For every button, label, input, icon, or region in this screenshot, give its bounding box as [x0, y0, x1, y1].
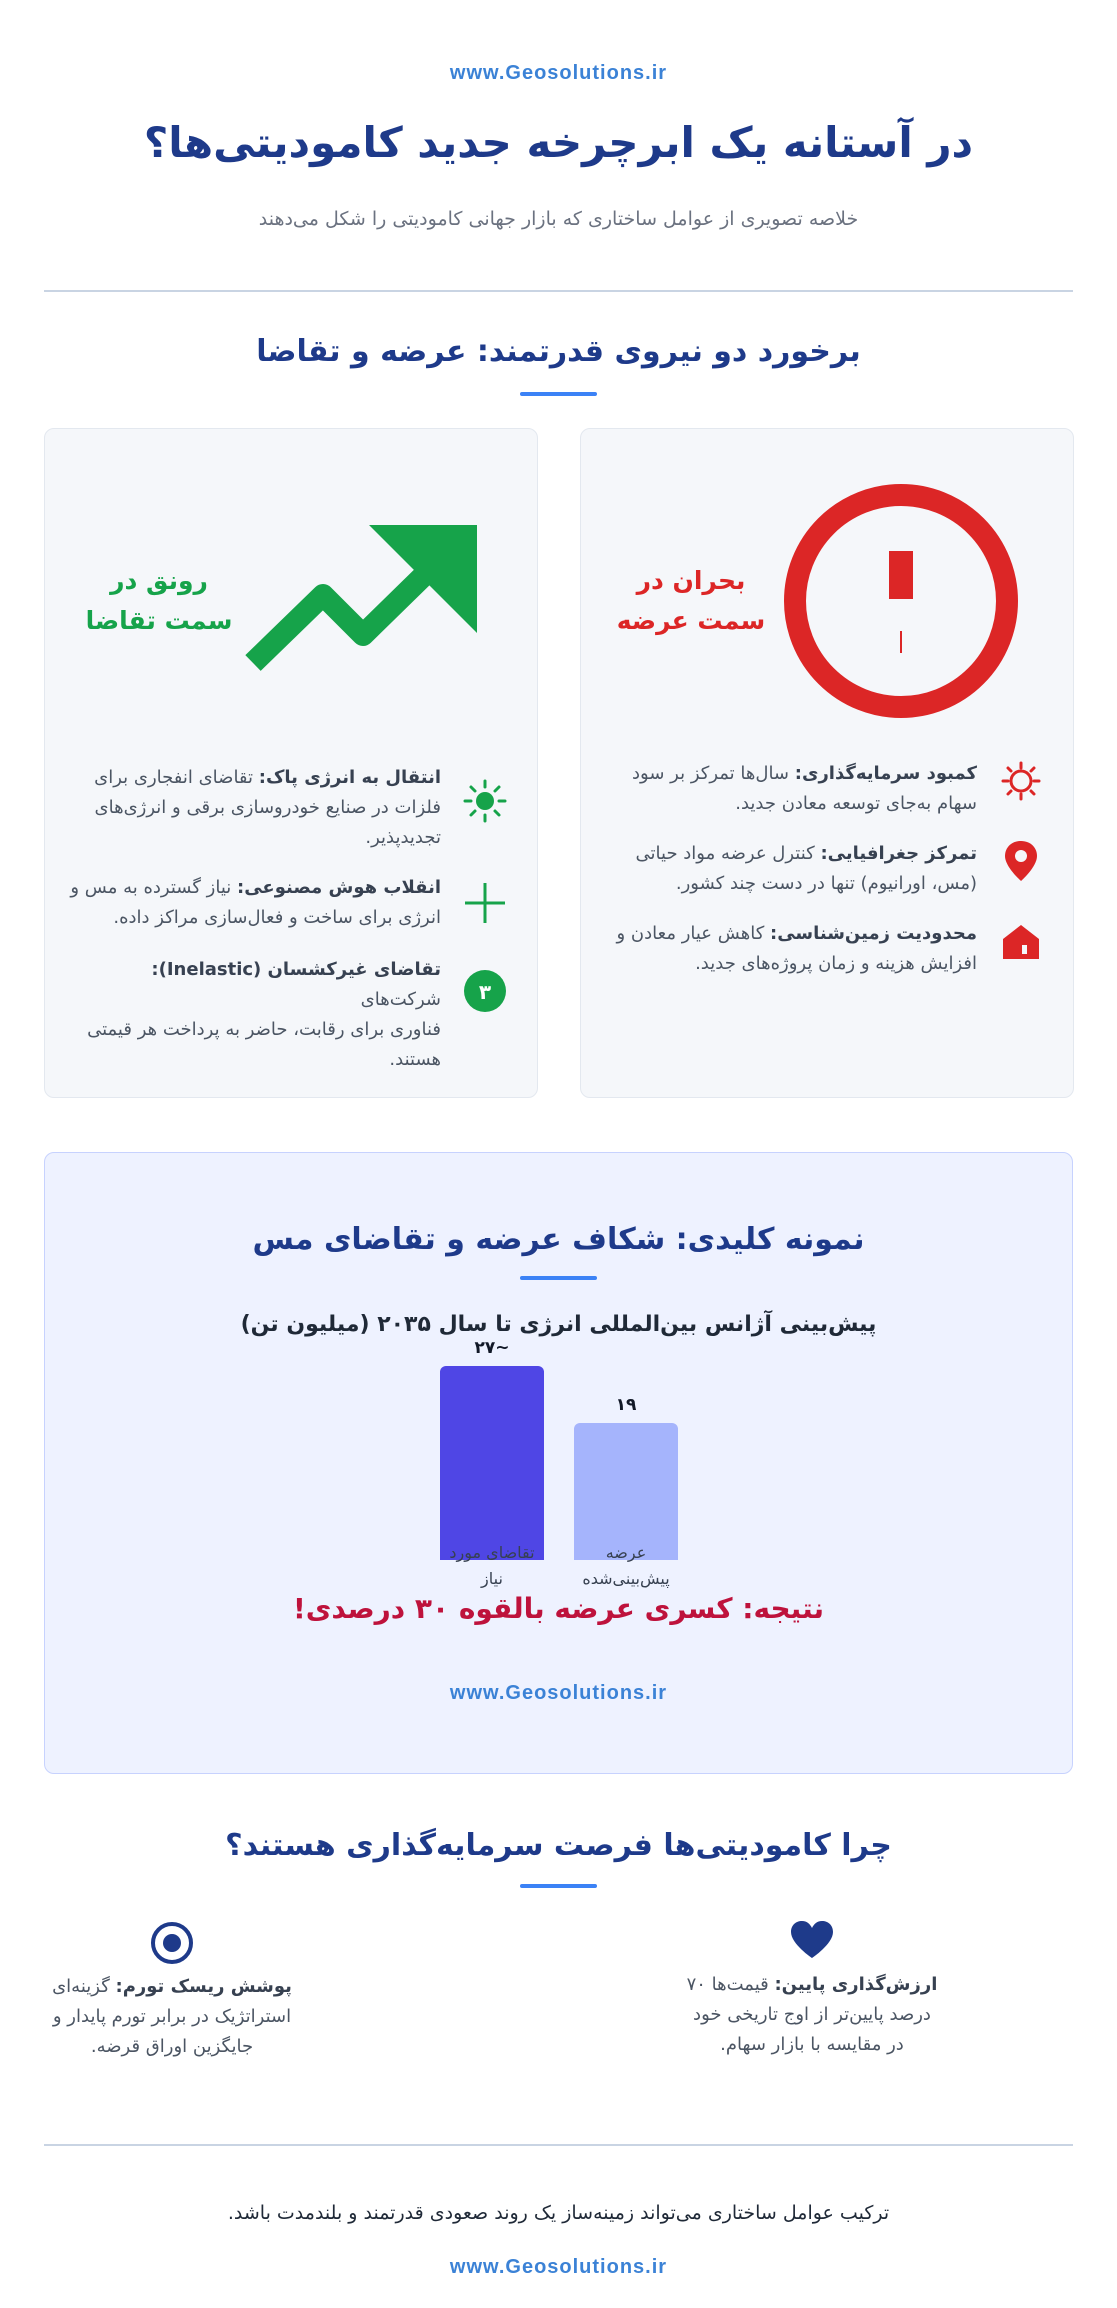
supply-card: [580, 428, 1074, 1098]
why-section-title: چرا کامودیتی‌ها فرصت سرمایه‌گذاری هستند؟: [225, 1828, 892, 1863]
warning-circle-icon: [781, 481, 1021, 721]
svg-text:۳: ۳: [478, 980, 492, 1004]
chart-title: پیش‌بینی آژانس بین‌المللی انرژی تا سال ۲۰۳۵ (میلیون تن): [240, 1312, 877, 1337]
forces-section-title: برخورد دو نیروی قدرتمند: عرضه و تقاضا: [256, 334, 861, 369]
trend-up-arrow-icon: [241, 525, 491, 675]
sun-gear-icon: [1001, 761, 1041, 801]
supply-item-geology: محدودیت زمین‌شناسی: کاهش عیار معادن و افزایش هزینه و زمان پروژه‌های جدید.: [603, 919, 1043, 979]
why-title-underline: [520, 1884, 597, 1888]
site-url-bottom[interactable]: www.Geosolutions.ir: [449, 2256, 668, 2278]
why-item-valuation: ارزش‌گذاری پایین: قیمت‌ها ۷۰ درصد پایین‌تر از اوج تاریخی خود در مقایسه با بازار سهام.: [682, 1920, 942, 2060]
demand-label: رونق در سمت تقاضا: [85, 566, 233, 635]
supply-label: بحران در سمت عرضه: [616, 566, 766, 635]
sun-icon: [463, 779, 507, 823]
site-url-middle[interactable]: www.Geosolutions.ir: [449, 1682, 668, 1704]
divider-bottom: [44, 2144, 1073, 2146]
divider-top: [44, 290, 1073, 292]
page-title: در آستانه یک ابرچرخه جدید کامودیتی‌ها؟: [143, 118, 974, 167]
supply-item-geography: تمرکز جغرافیایی: کنترل عرضه مواد حیاتی (مس، اورانیوم) تنها در دست چند کشور.: [603, 839, 1043, 899]
bar-category-demand: تقاضای مورد نیاز: [449, 1543, 535, 1588]
house-icon: [1000, 921, 1042, 961]
badge-icon: [463, 969, 507, 1013]
target-icon: [149, 1920, 195, 1966]
bar-value-supply: ۱۹: [615, 1395, 637, 1415]
bar-demand: [440, 1366, 544, 1560]
demand-item-ai: انقلاب هوش مصنوعی: نیاز گسترده به مس و انرژی برای ساخت و فعال‌سازی مراکز داده.: [67, 873, 507, 933]
copper-result: نتیجه: کسری عرضه بالقوه ۳۰ درصدی!: [292, 1592, 825, 1625]
footer-text: ترکیب عوامل ساختاری می‌تواند زمینه‌ساز یک روند صعودی قدرتمند و بلندمدت باشد.: [227, 2202, 890, 2224]
copper-section-title: نمونه کلیدی: شکاف عرضه و تقاضای مس: [252, 1222, 865, 1257]
supply-item-investment: کمبود سرمایه‌گذاری: سال‌ها تمرکز بر سود سهام به‌جای توسعه معادن جدید.: [603, 759, 1043, 819]
bar-category-supply: عرضه پیش‌بینی‌شده: [582, 1543, 670, 1588]
map-pin-icon: [1001, 839, 1041, 883]
demand-item-inelastic: ۳ تقاضای غیرکشسان (Inelastic): شرکت‌های فناوری برای رقابت، حاضر به پرداخت هر قیمتی هستند.: [67, 955, 507, 1075]
demand-card: [44, 428, 538, 1098]
page-subtitle: خلاصه تصویری از عوامل ساختاری که بازار جهانی کامودیتی را شکل می‌دهند: [258, 208, 859, 230]
demand-item-clean-energy: انتقال به انرژی پاک: تقاضای انفجاری برای فلزات در صنایع خودروسازی برقی و انرژی‌های تجدیدپذیر.: [67, 763, 507, 853]
heart-icon: [789, 1920, 835, 1960]
copper-title-underline: [520, 1276, 597, 1280]
plus-icon: [463, 881, 507, 925]
bar-value-demand: ~۲۷: [474, 1338, 510, 1358]
site-url-top[interactable]: www.Geosolutions.ir: [449, 62, 668, 84]
forces-title-underline: [520, 392, 597, 396]
why-item-inflation-hedge: پوشش ریسک تورم: گزینه‌ای استراتژیک در برابر تورم پایدار و جایگزین اوراق قرضه.: [42, 1920, 302, 2062]
